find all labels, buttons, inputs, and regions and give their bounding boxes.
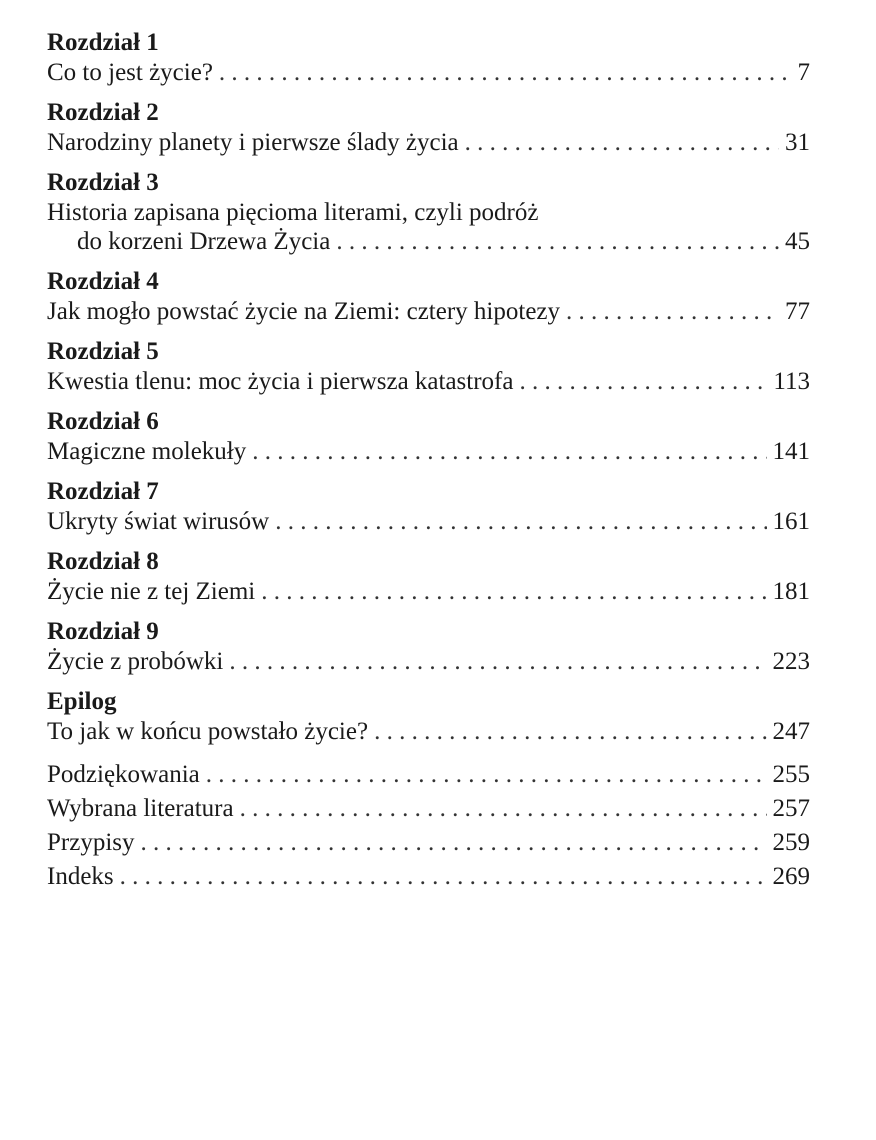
toc-entry	[47, 367, 810, 396]
dot-leader	[374, 717, 766, 746]
toc-entry	[47, 297, 810, 326]
toc-chapter-7	[47, 477, 810, 536]
entry-title: do korzeni Drzewa Życia	[77, 228, 331, 255]
page-number: 161	[772, 508, 810, 535]
chapter-heading: Epilog	[47, 688, 117, 715]
entry-title: Kwestia tlenu: moc życia i pierwsza katastrofa	[47, 368, 514, 395]
page-number: 45	[785, 228, 810, 255]
toc-entry	[47, 647, 810, 676]
dot-leader	[261, 577, 766, 606]
table-of-contents	[47, 28, 810, 894]
dot-leader	[465, 128, 779, 157]
dot-leader	[120, 860, 767, 894]
page-number: 141	[772, 438, 810, 465]
chapter-heading: Rozdział 5	[47, 338, 159, 365]
entry-title: Co to jest życie?	[47, 59, 213, 86]
entry-title: Życie nie z tej Ziemi	[47, 578, 256, 605]
page-number: 269	[772, 863, 810, 890]
entry-title: Życie z probówki	[47, 648, 224, 675]
toc-entry	[47, 507, 810, 536]
entry-title: To jak w końcu powstało życie?	[47, 718, 369, 745]
page-number: 255	[772, 761, 810, 788]
dot-leader	[240, 792, 767, 826]
chapter-heading: Rozdział 2	[47, 99, 159, 126]
toc-entry-bibliography	[47, 792, 810, 826]
page-number: 223	[772, 648, 810, 675]
chapter-heading: Rozdział 9	[47, 618, 159, 645]
toc-entry	[47, 58, 810, 87]
dot-leader	[141, 826, 767, 860]
page-number: 77	[785, 298, 810, 325]
chapter-heading: Rozdział 1	[47, 29, 159, 56]
toc-chapter-2	[47, 98, 810, 157]
entry-title: Magiczne molekuły	[47, 438, 247, 465]
entry-title: Jak mogło powstać życie na Ziemi: cztery hipotezy	[47, 298, 561, 325]
dot-leader	[519, 367, 767, 396]
chapter-heading: Rozdział 7	[47, 478, 159, 505]
toc-epilog	[47, 687, 810, 746]
entry-title-line1: Historia zapisana pięcioma literami, czyli podróż	[47, 199, 539, 226]
toc-entry	[47, 227, 810, 256]
dot-leader	[336, 227, 779, 256]
entry-title: Indeks	[47, 863, 114, 890]
dot-leader	[566, 297, 779, 326]
toc-entry	[47, 717, 810, 746]
chapter-heading: Rozdział 4	[47, 268, 159, 295]
toc-entry	[47, 128, 810, 157]
dot-leader	[219, 58, 792, 87]
page-number: 181	[772, 578, 810, 605]
toc-entry	[47, 577, 810, 606]
entry-title: Narodziny planety i pierwsze ślady życia	[47, 129, 459, 156]
toc-entry-index	[47, 860, 810, 894]
entry-title: Podziękowania	[47, 761, 200, 788]
toc-chapter-8	[47, 547, 810, 606]
toc-chapter-9	[47, 617, 810, 676]
page-number: 7	[797, 59, 810, 86]
toc-chapter-6	[47, 407, 810, 466]
entry-title: Wybrana literatura	[47, 795, 234, 822]
toc-chapter-3	[47, 168, 810, 256]
page-number: 259	[772, 829, 810, 856]
toc-entry-acknowledgements	[47, 758, 810, 792]
page-number: 31	[785, 129, 810, 156]
dot-leader	[229, 647, 766, 676]
dot-leader	[206, 758, 767, 792]
toc-chapter-1	[47, 28, 810, 87]
page-number: 113	[773, 368, 810, 395]
toc-entry	[47, 437, 810, 466]
dot-leader	[252, 437, 766, 466]
chapter-heading: Rozdział 6	[47, 408, 159, 435]
toc-chapter-5	[47, 337, 810, 396]
chapter-heading: Rozdział 3	[47, 169, 159, 196]
page-number: 247	[772, 718, 810, 745]
chapter-heading: Rozdział 8	[47, 548, 159, 575]
back-matter	[47, 758, 810, 894]
entry-title: Przypisy	[47, 829, 135, 856]
toc-entry-notes	[47, 826, 810, 860]
page-number: 257	[772, 795, 810, 822]
dot-leader	[275, 507, 766, 536]
entry-title: Ukryty świat wirusów	[47, 508, 270, 535]
toc-chapter-4	[47, 267, 810, 326]
